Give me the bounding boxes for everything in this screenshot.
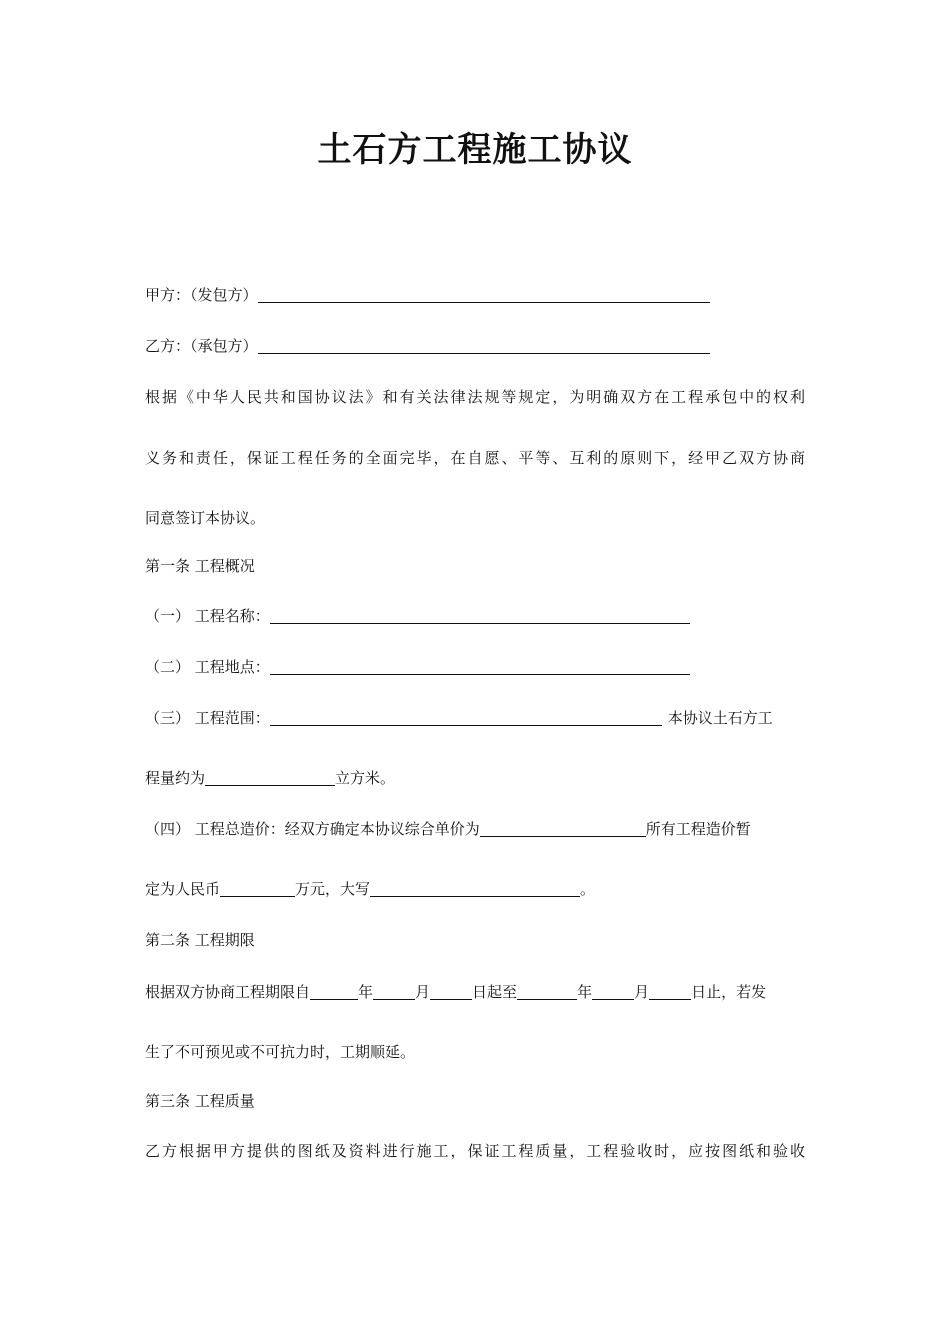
day-label-2: 日止，若发: [691, 983, 767, 1001]
period-line: [145, 981, 766, 1003]
party-b-blank[interactable]: [258, 337, 710, 354]
party-a-blank[interactable]: [258, 286, 710, 303]
end-year-blank[interactable]: [517, 983, 577, 1000]
volume-blank[interactable]: [205, 769, 335, 786]
year-label-1: 年: [358, 983, 374, 1001]
rmb-amount-line: [145, 878, 595, 900]
article-1-heading: 第一条 工程概况: [145, 557, 255, 575]
preamble-line-2: 义务和责任，保证工程任务的全面完毕，在自愿、平等、互利的原则下，经甲乙双方协商: [145, 449, 805, 467]
period-continuation: 生了不可预见或不可抗力时，工期顺延。: [145, 1043, 416, 1061]
end-month-blank[interactable]: [592, 983, 634, 1000]
year-label-2: 年: [577, 983, 593, 1001]
project-volume-line: [145, 767, 395, 789]
project-scope-label: （三） 工程范围：: [145, 709, 270, 727]
project-name-blank[interactable]: [270, 607, 690, 624]
rmb-capital-blank[interactable]: [370, 880, 580, 897]
party-a-line: [145, 284, 710, 306]
period-text-start: 根据双方协商工程期限自: [145, 983, 311, 1001]
rmb-end: 。: [580, 880, 596, 898]
month-label-1: 月: [415, 983, 431, 1001]
day-label-1: 日起至: [472, 983, 518, 1001]
project-cost-line: [145, 818, 751, 840]
cost-label: （四） 工程总造价：经双方确定本协议综合单价为: [145, 820, 480, 838]
document-title: 土石方工程施工协议: [317, 130, 633, 170]
rmb-prefix: 定为人民币: [145, 880, 221, 898]
project-name-label: （一） 工程名称：: [145, 607, 270, 625]
article-2-heading: 第二条 工程期限: [145, 931, 255, 949]
end-day-blank[interactable]: [649, 983, 691, 1000]
project-name-line: [145, 605, 690, 627]
cost-suffix: 所有工程造价暂: [645, 820, 751, 838]
preamble-line-1: 根据《中华人民共和国协议法》和有关法律法规等规定，为明确双方在工程承包中的权利: [145, 388, 805, 406]
project-scope-suffix: 本协议土石方工: [667, 709, 773, 727]
start-year-blank[interactable]: [310, 983, 358, 1000]
party-b-line: [145, 335, 710, 357]
start-month-blank[interactable]: [373, 983, 415, 1000]
rmb-amount-blank[interactable]: [220, 880, 295, 897]
project-scope-line: [145, 707, 773, 729]
quality-text: 乙方根据甲方提供的图纸及资料进行施工，保证工程质量，工程验收时，应按图纸和验收: [145, 1142, 805, 1160]
party-b-label: 乙方：（承包方）: [145, 337, 258, 355]
volume-prefix: 程量约为: [145, 769, 206, 787]
project-scope-blank[interactable]: [270, 709, 662, 726]
project-location-line: [145, 656, 690, 678]
month-label-2: 月: [634, 983, 650, 1001]
rmb-unit: 万元，大写: [295, 880, 371, 898]
project-location-blank[interactable]: [270, 658, 690, 675]
volume-suffix: 立方米。: [335, 769, 396, 787]
preamble-line-3: 同意签订本协议。: [145, 509, 266, 527]
party-a-label: 甲方：（发包方）: [145, 286, 258, 304]
project-location-label: （二） 工程地点：: [145, 658, 270, 676]
unit-price-blank[interactable]: [480, 820, 646, 837]
start-day-blank[interactable]: [430, 983, 472, 1000]
article-3-heading: 第三条 工程质量: [145, 1092, 255, 1110]
